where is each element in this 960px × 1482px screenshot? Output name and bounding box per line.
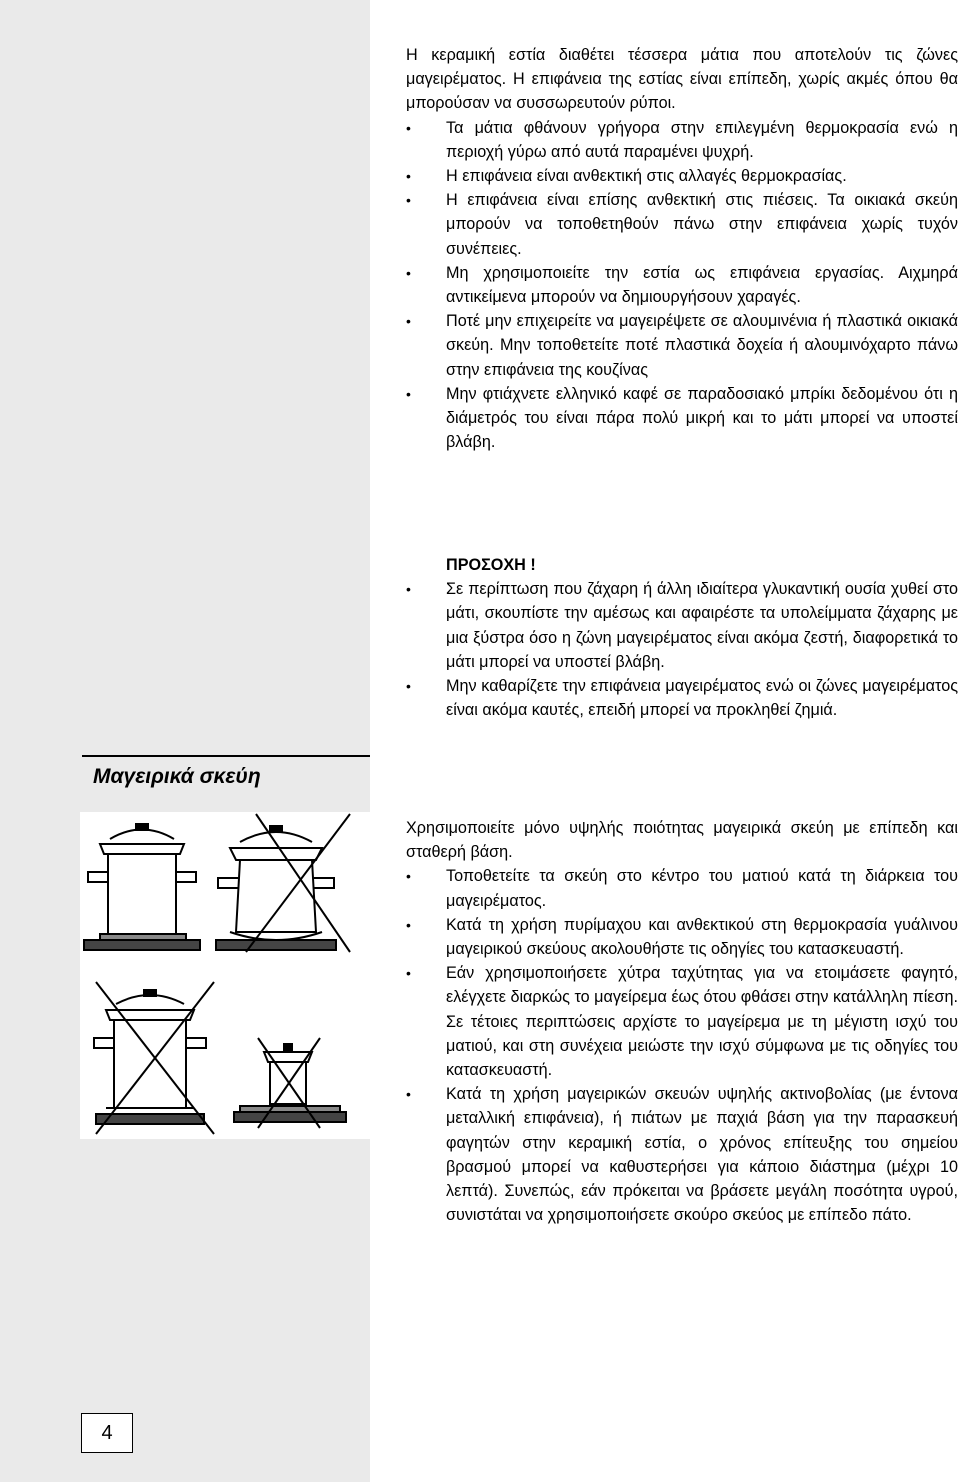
list-item: • Μην φτιάχνετε ελληνικό καφέ σε παραδοσιακό μπρίκι δεδομένου ότι η διάμετρός του είναι πάρα πολύ μικρή και το μάτι μπορεί να υποστεί βλάβη. (406, 382, 958, 455)
list-item: • Ποτέ μην επιχειρείτε να μαγειρέψετε σε αλουμινένια ή πλαστικά οικιακά σκεύη. Μην τοποθετείτε ποτέ πλαστικά δοχεία ή αλουμινόχαρτο πάνω στην επιφάνεια της κουζίνας (406, 309, 958, 382)
cookware-diagram (80, 812, 370, 1139)
incorrect-pot-icon (94, 982, 214, 1134)
warning-bullet-list (406, 577, 958, 722)
cookware-paragraph: Χρησιμοποιείτε μόνο υψηλής ποιότητας μαγειρικά σκεύη με επίπεδη και σταθερή βάση. (406, 819, 958, 862)
intro-paragraph: Η κεραμική εστία διαθέτει τέσσερα μάτια που αποτελούν τις ζώνες μαγειρέματος. Η επιφάνεια της εστίας είναι επίπεδη, χωρίς ακμές όπου θα μπορούσαν να συσσωρευτούν ρύποι. (406, 46, 958, 113)
page-number: 4 (81, 1413, 133, 1453)
list-item: • Μην καθαρίζετε την επιφάνεια μαγειρέματος ενώ οι ζώνες μαγειρέματος είναι ακόμα καυτές, επειδή μπορεί να προκληθεί ζημιά. (406, 674, 958, 722)
warning-heading: ΠΡΟΣΟΧΗ ! (446, 556, 536, 574)
list-item: • Τοποθετείτε τα σκεύη στο κέντρο του ματιού κατά τη διάρκεια του μαγειρέματος. (406, 864, 958, 912)
list-item: • Εάν χρησιμοποιήσετε χύτρα ταχύτητας για να ετοιμάσετε φαγητό, ελέγχετε διαρκώς το μαγείρεμα έως ότου φθάσει στην κατάλληλη πίεση. Σε τέτοιες περιπτώσεις αρχίστε το μαγείρεμα με τη μέγιστη ισχύ του ματιού, και στη συνέχεια μειώστε την ισχύ σύμφωνα με τις οδηγίες του κατασκευαστή. (406, 961, 958, 1082)
cookware-section (406, 816, 958, 1227)
list-item: • Σε περίπτωση που ζάχαρη ή άλλη ιδιαίτερα γλυκαντική ουσία χυθεί στο μάτι, σκουπίστε την αμέσως και αφαιρέστε τα υπολείμματα ζάχαρης με μια ξύστρα όσο η ζώνη μαγειρέματος είναι ακόμα ζεστή, διαφορετικά το μάτι μπορεί να υποστεί βλάβη. (406, 577, 958, 674)
sidebar-panel (0, 0, 370, 1482)
section-title: Μαγειρικά σκεύη (93, 765, 261, 788)
cookware-illustration (80, 812, 370, 1139)
list-item: • Κατά τη χρήση πυρίμαχου και ανθεκτικού στη θερμοκρασία γυάλινου μαγειρικού σκεύους ακολουθήστε τις οδηγίες του κατασκευαστή. (406, 913, 958, 961)
correct-pot-icon (84, 824, 200, 950)
intro-bullet-list (406, 116, 958, 455)
warning-section (406, 553, 958, 722)
list-item: • Τα μάτια φθάνουν γρήγορα στην επιλεγμένη θερμοκρασία ενώ η περιοχή γύρω από αυτά παραμένει ψυχρή. (406, 116, 958, 164)
list-item: • Μη χρησιμοποιείτε την εστία ως επιφάνεια εργασίας. Αιχμηρά αντικείμενα μπορούν να δημιουργήσουν χαραγές. (406, 261, 958, 309)
list-item: • Κατά τη χρήση μαγειρικών σκευών υψηλής ακτινοβολίας (με έντονα μεταλλική επιφάνεια), ή πιάτων με παχιά βάση για την παρασκευή φαγητών στην κεραμική εστία, ο χρόνος επίτευξης του σημείου βρασμού μπορεί να καθυστερήσει για κάποιο διάστημα (μέχρι 10 λεπτά). Συνεπώς, εάν πρόκειται να βράσετε μεγάλη ποσότητα υγρού, συνιστάται να χρησιμοποιήσετε σκούρο σκεύος με επίπεδο πάτο. (406, 1082, 958, 1227)
incorrect-pot-icon (216, 814, 350, 952)
section-divider (82, 755, 370, 757)
intro-section (406, 43, 958, 454)
list-item: • Η επιφάνεια είναι επίσης ανθεκτική στις πιέσεις. Τα οικιακά σκεύη μπορούν να τοποθετηθούν πάνω στην επιφάνεια χωρίς τυχόν συνέπειες. (406, 188, 958, 261)
list-item: • Η επιφάνεια είναι ανθεκτική στις αλλαγές θερμοκρασίας. (406, 164, 958, 188)
incorrect-small-pot-icon (234, 1038, 346, 1128)
cookware-bullet-list (406, 864, 958, 1227)
